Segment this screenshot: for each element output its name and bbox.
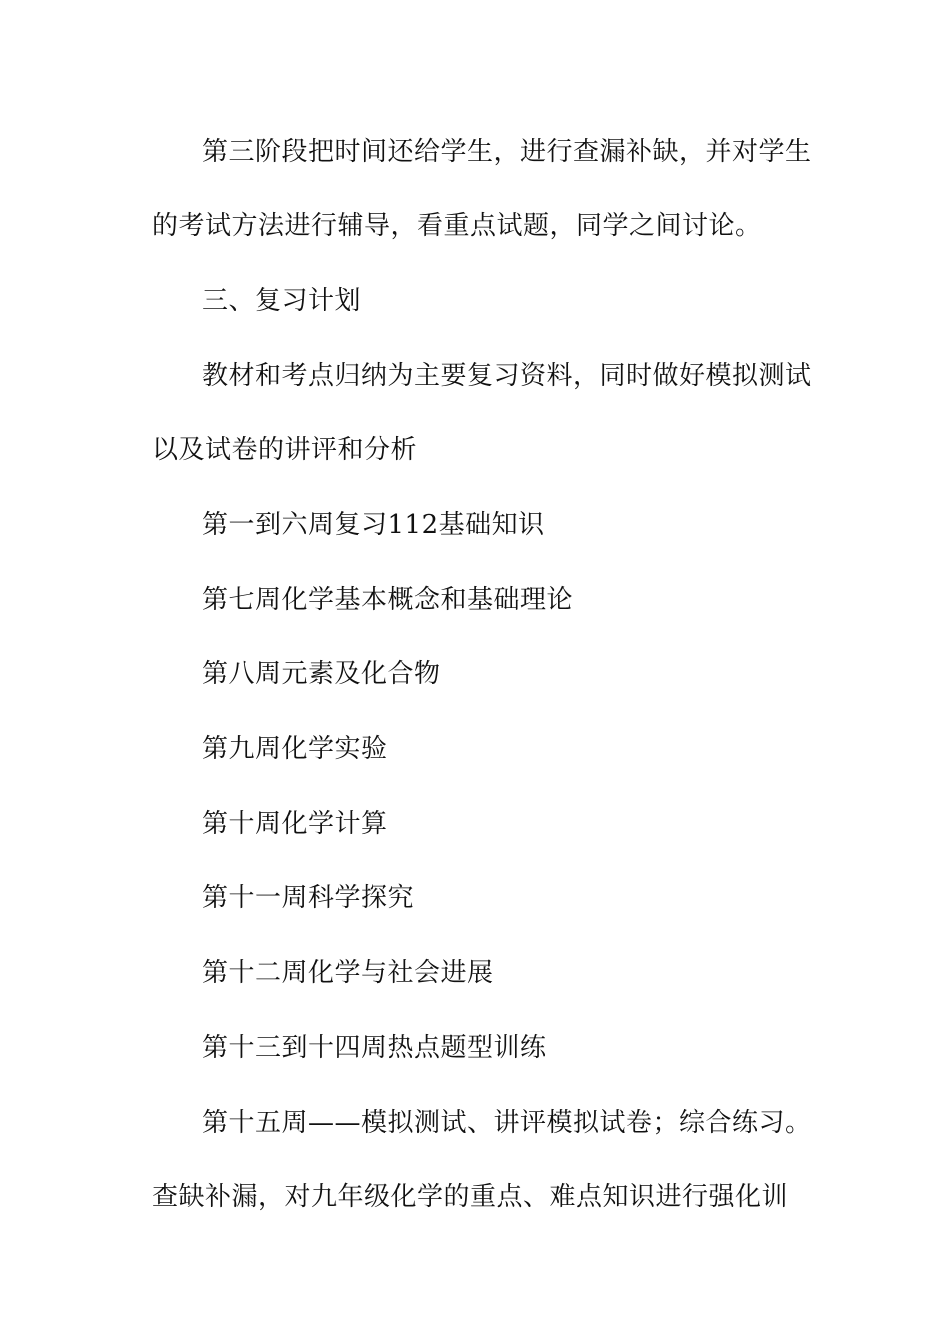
schedule-item: 第十五周——模拟测试、讲评模拟试卷；综合练习。 (202, 1108, 812, 1138)
schedule-item: 第十三到十四周热点题型训练 (202, 1033, 547, 1063)
schedule-item: 第十周化学计算 (202, 809, 388, 839)
schedule-item: 第十一周科学探究 (202, 883, 415, 913)
paragraph-line: 第三阶段把时间还给学生，进行查漏补缺，并对学生 (202, 137, 812, 167)
schedule-item: 第十二周化学与社会进展 (202, 958, 494, 988)
paragraph-line: 的考试方法进行辅导，看重点试题，同学之间讨论。 (152, 211, 762, 241)
schedule-item: 第八周元素及化合物 (202, 659, 441, 689)
schedule-item: 第七周化学基本概念和基础理论 (202, 585, 574, 615)
paragraph-line: 以及试卷的讲评和分析 (152, 435, 418, 465)
paragraph-line: 查缺补漏，对九年级化学的重点、难点知识进行强化训 (152, 1182, 789, 1212)
schedule-item: 第九周化学实验 (202, 734, 388, 764)
paragraph-line: 教材和考点归纳为主要复习资料，同时做好模拟测试 (202, 361, 812, 391)
section-heading: 三、复习计划 (202, 286, 362, 316)
schedule-item: 第一到六周复习112基础知识 (202, 510, 545, 540)
